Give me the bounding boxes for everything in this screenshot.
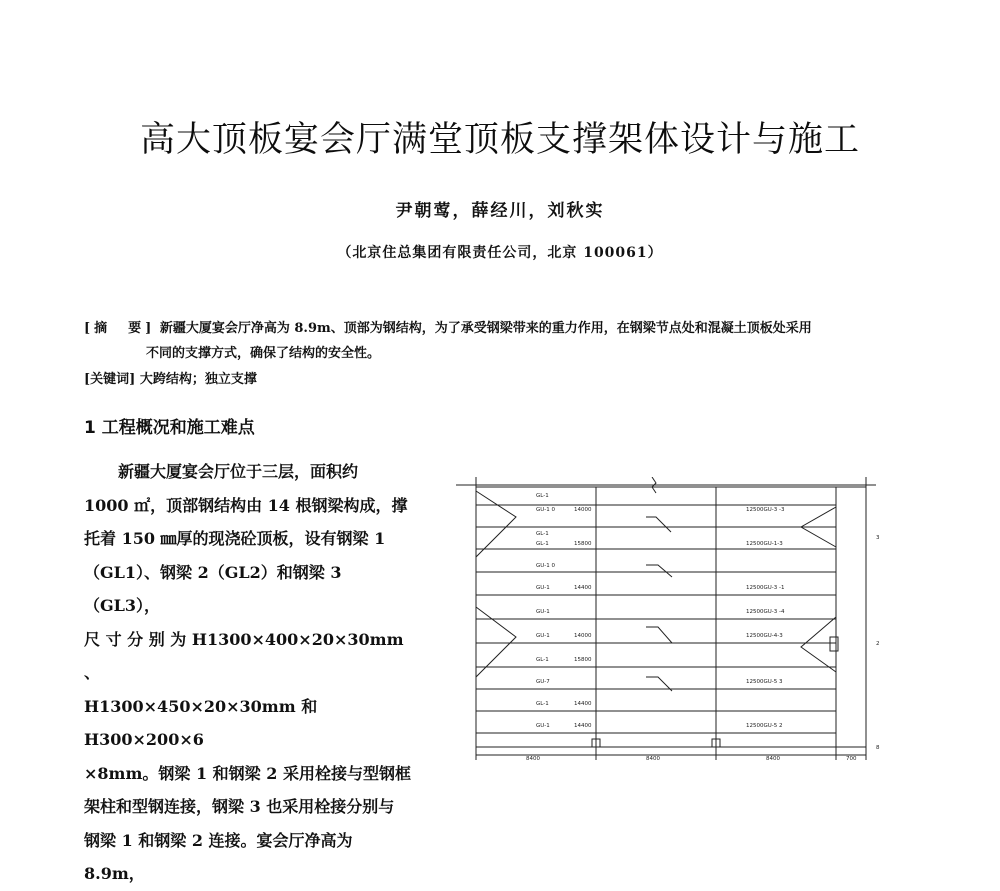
section-heading: 1 工程概况和施工难点 xyxy=(84,418,255,438)
dim-label: 15800 xyxy=(574,657,592,663)
keywords-label: [关键词] xyxy=(84,372,136,387)
paper-title: 高大顶板宴会厅满堂顶板支撑架体设计与施工 xyxy=(139,120,860,160)
body-text xyxy=(84,455,414,891)
dim-label: 14400 xyxy=(574,585,592,591)
leader-line xyxy=(646,565,672,577)
axis-label: 3 xyxy=(876,535,880,541)
body-line: 尺 寸 分 别 为 H1300×400×20×30mm 、 xyxy=(84,629,404,682)
column-marker xyxy=(830,637,838,651)
beam-label: GL-1 xyxy=(536,531,549,537)
body-line: 新疆大厦宴会厅位于三层，面积约 xyxy=(118,462,359,481)
left-bracing xyxy=(476,491,516,557)
abstract-text-1: 新疆大厦宴会厅净高为 8.9m、顶部为钢结构，为了承受钢梁带来的重力作用，在钢梁节点处和混凝土顶板处采用 xyxy=(159,321,812,336)
keywords-text: 大跨结构；独立支撑 xyxy=(139,372,257,387)
body-line: H1300×450×20×30mm 和 H300×200×6 xyxy=(84,696,318,749)
right-beam-label: 12500GU-3 -4 xyxy=(746,609,785,615)
body-line: ×8mm。钢梁 1 和钢梁 2 采用栓接与型钢框 xyxy=(84,763,411,783)
beam-label: GU-1 0 xyxy=(536,507,556,513)
drawing-labels xyxy=(526,493,880,760)
leader-line xyxy=(646,627,672,643)
right-beam-label: 12500GU-3 -1 xyxy=(746,585,785,591)
beam-label: GU-1 xyxy=(536,633,550,639)
body-line: 托着 150 ㎜厚的现浇砼顶板，设有钢梁 1 xyxy=(84,529,386,548)
beam-label: GU-1 0 xyxy=(536,563,556,569)
right-beam-label: 12500GU-5 3 xyxy=(746,679,783,685)
leader-line xyxy=(646,517,671,532)
dim-label: 14000 xyxy=(574,633,592,639)
keywords xyxy=(84,368,914,387)
abstract-line-1 xyxy=(84,316,914,341)
bottom-dim-label: 8400 xyxy=(526,756,540,760)
dim-label: 14000 xyxy=(574,507,592,513)
beam-label: GU-1 xyxy=(536,585,550,591)
abstract-label: [摘 要] xyxy=(84,321,156,336)
body-line: 架柱和型钢连接，钢梁 3 也采用栓接分别与 xyxy=(84,797,395,816)
paper-authors: 尹朝莺，薛经川，刘秋实 xyxy=(395,201,605,221)
right-beam-label: 12500GU-3 -3 xyxy=(746,507,785,513)
beam-label: GU-7 xyxy=(536,679,550,685)
bottom-dim-label: 8400 xyxy=(646,756,660,760)
right-beam-label: 12500GU-1-3 xyxy=(746,541,783,547)
beam-label: GL-1 xyxy=(536,493,549,499)
abstract xyxy=(84,316,914,366)
right-beam-label: 12500GU-5 2 xyxy=(746,723,783,729)
body-line: （GL1）、钢梁 2（GL2）和钢梁 3（GL3）， xyxy=(84,562,342,615)
axis-label: 8 xyxy=(876,745,880,751)
dim-label: 15800 xyxy=(574,541,592,547)
right-bracing xyxy=(801,617,836,672)
right-beam-label: 12500GU-4-3 xyxy=(746,633,783,639)
abstract-line-2: 不同的支撑方式，确保了结构的安全性。 xyxy=(146,346,381,361)
beam-label: GL-1 xyxy=(536,541,549,547)
paper-affiliation: （北京住总集团有限责任公司，北京 100061） xyxy=(337,245,663,261)
drawing-frame xyxy=(476,487,866,747)
beam-label: GL-1 xyxy=(536,701,549,707)
dim-label: 14400 xyxy=(574,723,592,729)
beam-label: GU-1 xyxy=(536,723,550,729)
bottom-dim-label: 8400 xyxy=(766,756,780,760)
steel-beam-plan-drawing xyxy=(446,477,886,760)
dim-label: 14400 xyxy=(574,701,592,707)
body-line: 钢梁 1 和钢梁 2 连接。宴会厅净高为 8.9m， xyxy=(84,830,353,883)
bottom-dim-label: 700 xyxy=(846,756,857,760)
axis-label: 2 xyxy=(876,641,880,647)
beam-label: GU-1 xyxy=(536,609,550,615)
beam-label: GL-1 xyxy=(536,657,549,663)
body-line: 1000 ㎡，顶部钢结构由 14 根钢梁构成，撑 xyxy=(84,495,408,515)
